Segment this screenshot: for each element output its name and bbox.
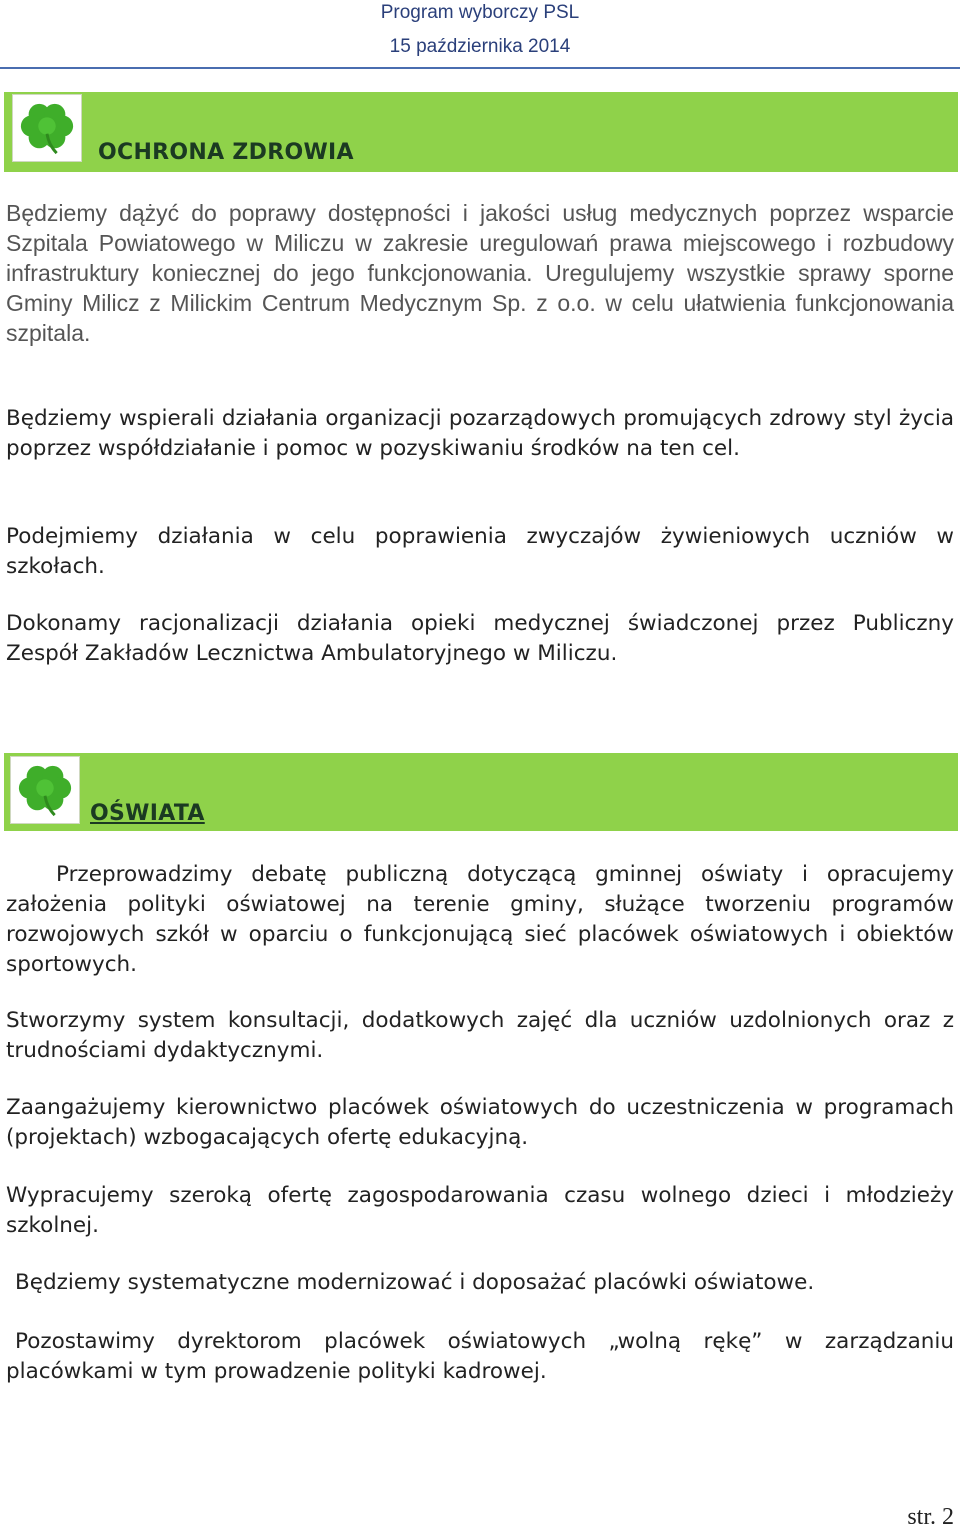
paragraph: Dokonamy racjonalizacji działania opieki medycznej świadczonej przez Publiczny Zespół Zakładów Lecznictwa Ambulatoryjnego w Miliczu.	[6, 611, 954, 666]
four-leaf-clover-icon	[18, 99, 76, 157]
paragraph: Będziemy dążyć do poprawy dostępności i jakości usług medycznych poprzez wsparcie Szpitala Powiatowego w Miliczu w zakresie uregulowań prawa miejscowego i rozbudowy infrastruktury koniecznej do jego funkcjonowania. Uregulujemy wszystkie sprawy sporne Gminy Milicz z Milickim Centrum Medycznym Sp. z o.o. w celu ułatwienia funkcjonowania szpitala.	[6, 200, 954, 346]
logo-box	[10, 756, 80, 824]
paragraph: Zaangażujemy kierownictwo placówek oświatowych do uczestniczenia w programach (projektach) wzbogacających ofertę edukacyjną.	[6, 1095, 954, 1150]
paragraph: Podejmiemy działania w celu poprawienia zwyczajów żywieniowych uczniów w szkołach.	[6, 524, 954, 579]
four-leaf-clover-icon	[16, 761, 74, 819]
paragraph: Stworzymy system konsultacji, dodatkowych zajęć dla uczniów uzdolnionych oraz z trudnościami dydaktycznymi.	[6, 1008, 954, 1063]
page-number: str. 2	[907, 1504, 954, 1530]
paragraph: Będziemy systematyczne modernizować i doposażać placówki oświatowe.	[15, 1270, 815, 1295]
logo-box	[12, 94, 82, 162]
paragraph: Przeprowadzimy debatę publiczną dotyczącą gminnej oświaty i opracujemy założenia polityki oświatowej na terenie gminy, służące tworzeniu programów rozwojowych szkół w oparciu o funkcjonującą sieć placówek oświatowych i obiektów sportowych.	[6, 862, 954, 977]
paragraph: Wypracujemy szeroką ofertę zagospodarowania czasu wolnego dzieci i młodzieży szkolnej.	[6, 1183, 954, 1238]
paragraph: Będziemy wspierali działania organizacji pozarządowych promujących zdrowy styl życia poprzez współdziałanie i pomoc w pozyskiwaniu środków na ten cel.	[6, 406, 954, 461]
document-title: Program wyborczy PSL	[380, 2, 580, 23]
header-rule	[0, 67, 960, 69]
section-title: OŚWIATA	[90, 801, 205, 826]
section-title: OCHRONA ZDROWIA	[98, 140, 354, 165]
paragraph: Pozostawimy dyrektorom placówek oświatowych „wolną rękę” w zarządzaniu placówkami w tym prowadzenie polityki kadrowej.	[6, 1329, 954, 1384]
document-date: 15 października 2014	[389, 36, 571, 57]
